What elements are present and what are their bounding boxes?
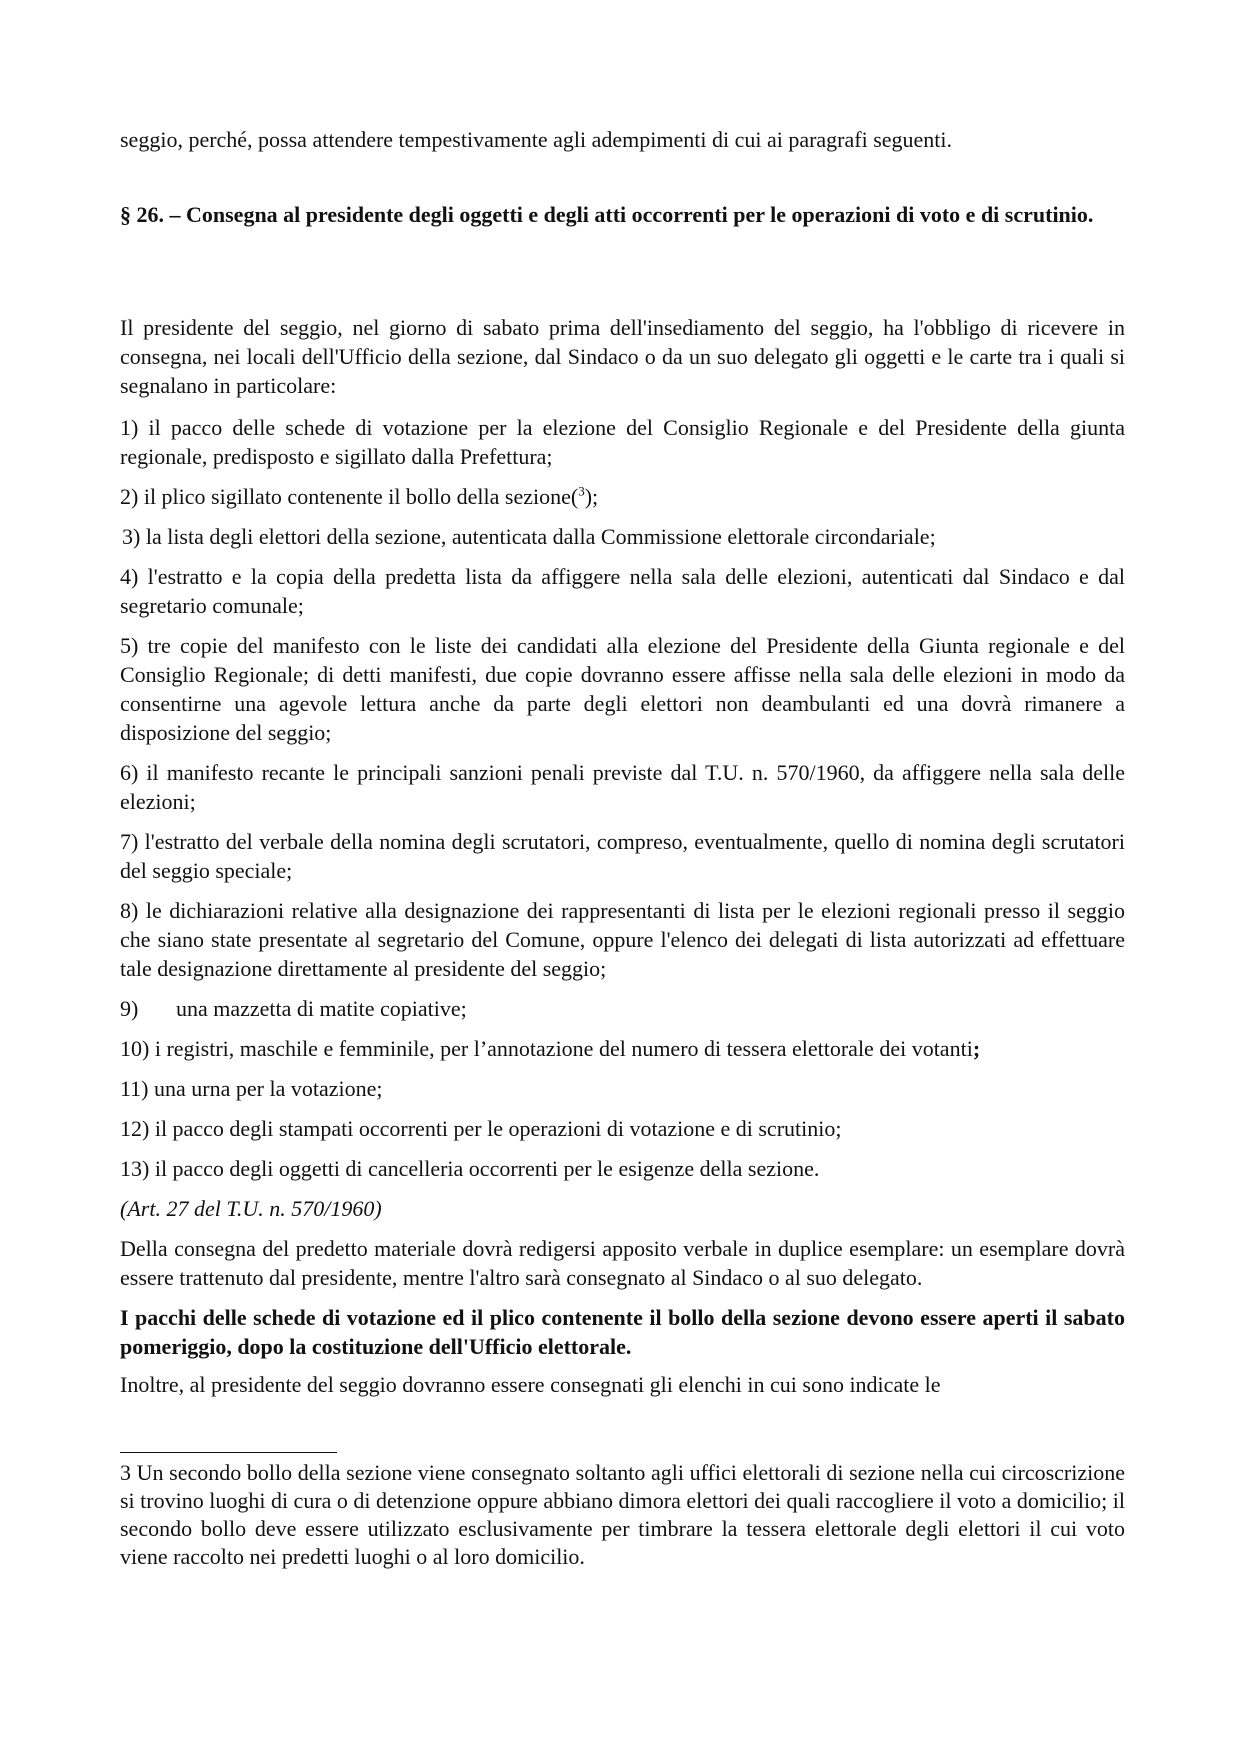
tail-paragraph: Inoltre, al presidente del seggio dovranno essere consegnati gli elenchi in cui sono indicate le <box>120 1372 941 1397</box>
list-item: 3) la lista degli elettori della sezione, autenticata dalla Commissione elettorale circondariale; <box>122 524 936 549</box>
list-item: 1) il pacco delle schede di votazione per la elezione del Consiglio Regionale e del Presidente della giunta regionale, predisposto e sigillato dalla Prefettura; <box>120 415 1125 469</box>
footnote-separator <box>120 1452 337 1453</box>
list-item <box>120 482 1125 511</box>
section-heading-text: § 26. – Consegna al presidente degli oggetti e degli atti occorrenti per le operazioni di voto e di scrutinio. <box>120 202 1094 227</box>
list-item-text: 10) i registri, maschile e femminile, per l’annotazione del numero di tessera elettorale dei votanti <box>120 1036 973 1061</box>
intro-block <box>120 125 1125 154</box>
list-item: 5) tre copie del manifesto con le liste dei candidati alla elezione del Presidente della Giunta regionale e del Consiglio Regionale; di detti manifesti, due copie dovranno essere affisse nella sala delle elezioni in modo da consentirne una agevole lettura anche da parte degli elettori non deambulanti ed una dovrà rimanere a disposizione del seggio; <box>120 633 1125 745</box>
intro-text: seggio, perché, possa attendere tempestivamente agli adempimenti di cui ai paragrafi seguenti. <box>120 127 953 152</box>
bold-paragraph: I pacchi delle schede di votazione ed il plico contenente il bollo della sezione devono essere aperti il sabato pomeriggio, dopo la costituzione dell'Ufficio elettorale. <box>120 1305 1125 1359</box>
list-item <box>120 1034 1125 1063</box>
list-item <box>120 994 1125 1023</box>
list-item: 8) le dichiarazioni relative alla designazione dei rappresentanti di lista per le elezioni regionali presso il seggio che siano state presentate al segretario del Comune, oppure l'elenco dei delegati di lista autorizzati ad effettuare tale designazione direttamente al presidente del seggio; <box>120 898 1125 981</box>
list-item-end: ; <box>972 1036 981 1061</box>
list-item: 12) il pacco degli stampati occorrenti per le operazioni di votazione e di scrutinio; <box>120 1116 842 1141</box>
footnote-block <box>120 1459 1125 1571</box>
section-body <box>120 313 1125 1399</box>
list-item-text: una mazzetta di matite copiative; <box>176 996 467 1021</box>
law-reference: (Art. 27 del T.U. n. 570/1960) <box>120 1196 382 1221</box>
list-item-text: 2) il plico sigillato contenente il bollo della sezione( <box>120 484 579 509</box>
list-item: 13) il pacco degli oggetti di cancelleria occorrenti per le esigenze della sezione. <box>120 1156 820 1181</box>
footnote-marker[interactable]: 3 <box>578 483 585 499</box>
section-heading <box>120 200 1125 229</box>
list-item-number: 9) <box>120 996 139 1021</box>
list-item-end: ); <box>584 484 599 509</box>
footnote-text: 3 Un secondo bollo della sezione viene consegnato soltanto agli uffici elettorali di sezione nella cui circoscrizione si trovino luoghi di cura o di detenzione oppure abbiano dimora elettori dei quali raccogliere il voto a domicilio; il secondo bollo deve essere utilizzato esclusivamente per timbrare la tessera elettorale degli elettori il cui voto viene raccolto nei predetti luoghi o al loro domicilio. <box>120 1460 1125 1569</box>
lead-paragraph: Il presidente del seggio, nel giorno di sabato prima dell'insediamento del seggio, ha l'obbligo di ricevere in consegna, nei locali dell'Ufficio della sezione, dal Sindaco o da un suo delegato gli oggetti e le carte tra i quali si segnalano in particolare: <box>120 315 1125 398</box>
list-item: 7) l'estratto del verbale della nomina degli scrutatori, compreso, eventualmente, quello di nomina degli scrutatori del seggio speciale; <box>120 829 1125 883</box>
list-item: 11) una urna per la votazione; <box>120 1076 383 1101</box>
record-paragraph: Della consegna del predetto materiale dovrà redigersi apposito verbale in duplice esemplare: un esemplare dovrà essere trattenuto dal presidente, mentre l'altro sarà consegnato al Sindaco o al suo delegato. <box>120 1236 1125 1290</box>
list-item: 6) il manifesto recante le principali sanzioni penali previste dal T.U. n. 570/1960, da affiggere nella sala delle elezioni; <box>120 760 1125 814</box>
list-item: 4) l'estratto e la copia della predetta lista da affiggere nella sala delle elezioni, autenticati dal Sindaco e dal segretario comunale; <box>120 564 1125 618</box>
